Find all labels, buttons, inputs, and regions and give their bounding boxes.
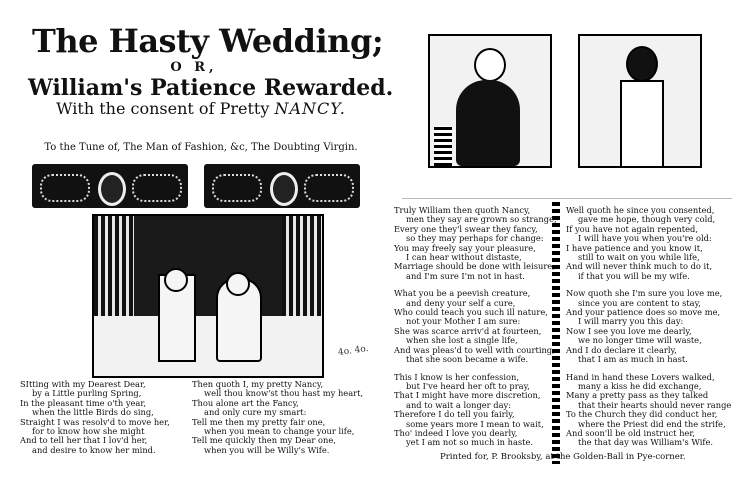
or-line: O R, (170, 60, 218, 75)
verse-line: What you be a peevish creature, (394, 288, 531, 299)
ornament-oval (270, 172, 298, 206)
verse-line: Therefore I do tell you fairly, (394, 409, 515, 420)
verse-column-1 (20, 380, 170, 455)
verse-line: She was scarce arriv'd at fourteen, (394, 325, 542, 336)
verse-line: You may freely say your pleasure, (394, 242, 536, 253)
verse-line: since you are content to stay, (578, 297, 701, 308)
man-woodcut-illustration (578, 34, 702, 168)
verse-line: when the little Birds do sing, (32, 407, 154, 418)
verse-line: when you mean to change your life, (204, 426, 355, 437)
verse-line: and deny your self a cure, (406, 297, 516, 308)
verse-line: but I've heard her oft to pray, (406, 380, 530, 391)
consent-name: NANCY. (274, 99, 346, 118)
handwritten-margin-note: 4o. 4o. (337, 343, 370, 359)
verse-line: Now quoth she I'm sure you love me, (566, 288, 723, 299)
ornament-swirl (40, 174, 90, 202)
verse-line: I can hear without distaste, (406, 252, 522, 263)
verse-line: I will marry you this day: (578, 316, 684, 327)
verse-line: To the Church they did conduct her, (566, 409, 718, 420)
verse-line: Marriage should be done with leisure, (394, 261, 555, 272)
stanza (394, 289, 557, 364)
verse-line: we no longer time will waste, (578, 335, 702, 346)
woman-portrait-head (474, 48, 506, 82)
verse-line: Every one they'l swear they fancy, (394, 223, 538, 234)
verse-line: Hand in hand these Lovers walked, (566, 371, 715, 382)
castle-shape (434, 126, 452, 166)
verse-line: I will have you when you're old: (578, 233, 712, 244)
verse-line: If you have not again repented, (566, 223, 698, 234)
ornament-swirl (304, 174, 354, 202)
verse-line: when you will be Willy's Wife. (204, 444, 330, 455)
verse-line: In the pleasant time o'th year, (20, 397, 147, 408)
right-page (388, 22, 738, 474)
ornament-swirl (212, 174, 262, 202)
verse-line: This I know is her confession, (394, 371, 519, 382)
verse-line: yet I am not so much in haste. (406, 437, 534, 448)
verse-line: Then quoth I, my pretty Nancy, (192, 379, 324, 389)
verse-line: Who could teach you such ill nature, (394, 307, 548, 318)
verse-line: Now I see you love me dearly, (566, 325, 692, 336)
verse-line: and I'm sure I'm not in hast. (406, 270, 525, 281)
verse-line: some years more I mean to wait, (406, 418, 544, 429)
ornament-band-left (32, 164, 188, 208)
verse-line: the that day was William's Wife. (578, 437, 713, 448)
verse-line: Tho' indeed I love you dearly, (394, 427, 518, 438)
stanza (566, 206, 731, 281)
man-portrait-head (626, 46, 658, 82)
verse-line: men they say are grown so strange, (406, 214, 557, 225)
verse-line: And I do declare it clearly, (566, 344, 677, 355)
ornament-band-right (204, 164, 360, 208)
verse-line: and to wait a longer day: (406, 399, 512, 410)
verse-line: when she lost a single life, (406, 335, 518, 346)
verse-line: And was pleas'd to well with courting, (394, 344, 555, 355)
man-head (164, 268, 188, 292)
verse-column-2 (192, 380, 363, 455)
right-verse-column-2 (566, 206, 731, 448)
verse-line: That I might have more discretion, (394, 390, 541, 401)
stanza (566, 373, 731, 448)
consent-prefix: With the consent of Pretty (56, 99, 270, 118)
verse-line: And to tell her that I lov'd her, (20, 435, 148, 446)
woman-head (226, 272, 250, 296)
verse-line: Well quoth he since you consented, (566, 205, 715, 215)
verse-line: that she soon became a wife. (406, 354, 529, 365)
verse-line: many a kiss he did exchange, (578, 380, 702, 391)
verse-line: well thou know'st thou hast my heart, (204, 388, 364, 399)
left-page (14, 14, 394, 474)
stanza (566, 289, 731, 364)
curtain-right (282, 216, 322, 326)
stanza (394, 373, 557, 448)
ballad-title: The Hasty Wedding; (32, 22, 384, 60)
verse-line: and desire to know her mind. (32, 444, 156, 455)
printer-colophon: Printed for, P. Brooksby, at the Golden-Ball in Pye-corner. (440, 452, 686, 462)
verse-line: for to know how she might (32, 426, 145, 437)
verse-line: still to wait on you while life, (578, 252, 700, 263)
verse-line: Truly William then quoth Nancy, (394, 205, 531, 215)
ground (94, 316, 322, 376)
verse-line: Tell me then my pretty fair one, (192, 416, 326, 427)
verse-line: that their hearts should never range (578, 399, 732, 410)
ballad-subtitle: William's Patience Rewarded. (28, 75, 394, 101)
verse-line: Tell me quickly then my Dear one, (192, 435, 336, 446)
verse-line: so they may perhaps for change: (406, 233, 544, 244)
verse-line: And will never think much to do it, (566, 261, 713, 272)
verse-line: And your patience does so move me, (566, 307, 721, 318)
verse-line: if that you will be my wife. (578, 270, 690, 281)
verse-line: gave me hope, though very cold, (578, 214, 716, 225)
tune-line: To the Tune of, The Man of Fashion, &c, The Doubting Virgin. (44, 142, 358, 153)
horizontal-divider (402, 198, 732, 199)
verse-line: I have patience and you know it, (566, 242, 703, 253)
ornament-oval (98, 172, 126, 206)
verse-line: that I am as much in hast. (578, 354, 688, 365)
consent-line (28, 100, 374, 118)
verse-line: and only cure my smart: (204, 407, 307, 418)
verse-line: Straight I was resolv'd to move her, (20, 416, 170, 427)
verse-line: not your Mother I am sure: (406, 316, 521, 327)
verse-line: Many a pretty pass as they talked (566, 390, 709, 401)
verse-line: Thou alone art the Fancy, (192, 397, 299, 408)
verse-line: where the Priest did end the strife, (578, 418, 726, 429)
right-verse-column-1 (394, 206, 557, 448)
verse-line: SItting with my Dearest Dear, (20, 379, 146, 389)
stanza (394, 206, 557, 281)
couple-woodcut-illustration (92, 214, 324, 378)
ornament-swirl (132, 174, 182, 202)
curtain-left (94, 216, 134, 326)
man-portrait-coat (620, 80, 664, 168)
woman-woodcut-illustration (428, 34, 552, 168)
verse-line: And soon'll be old instruct her, (566, 427, 696, 438)
woman-portrait-dress (456, 80, 520, 166)
verse-line: by a Little purling Spring, (32, 388, 142, 399)
